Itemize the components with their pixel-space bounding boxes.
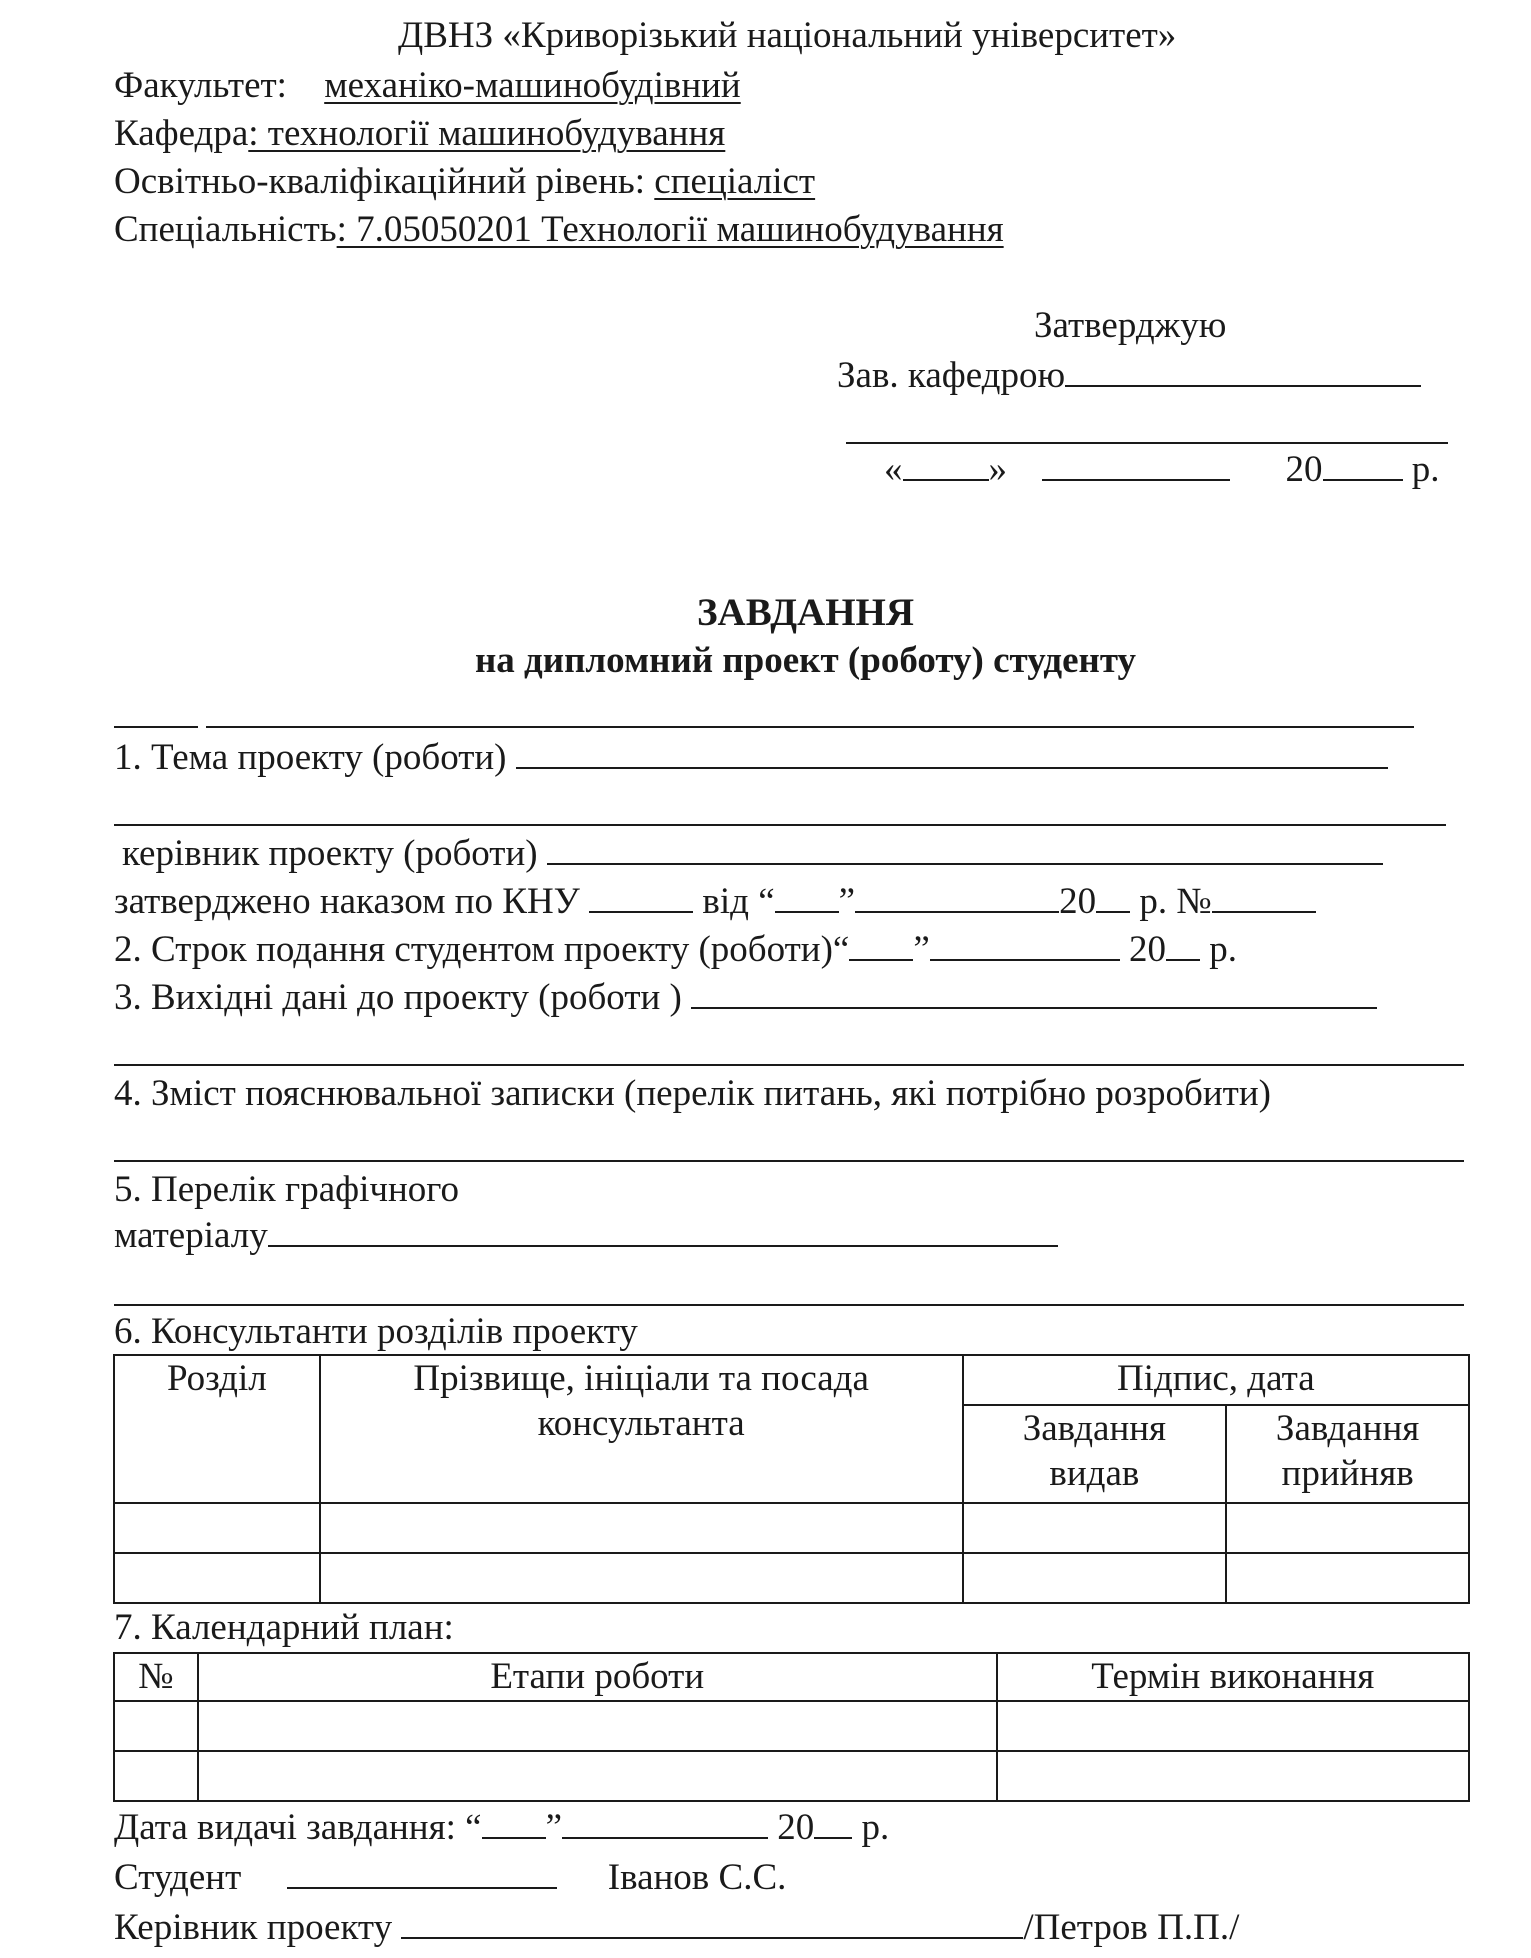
graphics-blank-2 (114, 1304, 1464, 1306)
order-from: від “ (702, 881, 775, 922)
issue-date-label: Дата видачі завдання: “ (114, 1807, 482, 1848)
issue-suffix: р. (861, 1807, 890, 1848)
day-blank (903, 449, 989, 481)
table-row (114, 1701, 1469, 1751)
page-subtitle: на дипломний проект (роботу) студенту (474, 640, 1137, 681)
supervisor-line (122, 832, 1383, 876)
student-signature-blank (287, 1857, 557, 1889)
order-month-blank (855, 881, 1059, 913)
year-prefix: 20 (1285, 449, 1323, 490)
order-num: р. № (1139, 881, 1212, 922)
contents-blank (114, 1160, 1464, 1162)
head-label: Зав. кафедрою (837, 355, 1066, 396)
order-quote-close: ” (838, 881, 856, 922)
consultants-col-accepted (1226, 1405, 1469, 1503)
year-suffix: р. (1411, 449, 1440, 490)
head-name-blank (846, 442, 1448, 444)
faculty-line (114, 64, 741, 108)
consultants-col-name (320, 1355, 963, 1503)
consultants-col-name-2: консультанта (537, 1403, 745, 1444)
level-line (114, 160, 815, 204)
university-name: ДВНЗ «Криворізький національний університет» (398, 15, 1177, 56)
year-blank (1323, 449, 1403, 481)
deadline-year-blank (1166, 929, 1200, 961)
level-label: Освітньо-кваліфікаційний рівень: (114, 161, 646, 202)
calendar-table (113, 1652, 1470, 1802)
head-signature-blank (1065, 355, 1421, 387)
calendar-label: 7. Календарний план: (114, 1607, 454, 1648)
level-value: спеціаліст (654, 161, 816, 202)
topic-line (114, 736, 1388, 780)
month-blank (1042, 449, 1230, 481)
supervisor-name: /Петров П.П./ (1023, 1907, 1240, 1948)
quote-open: « (884, 449, 903, 490)
department-line (114, 112, 725, 156)
faculty-label: Факультет: (114, 65, 287, 106)
issue-month-blank (562, 1807, 768, 1839)
student-name: Іванов С.С. (607, 1857, 787, 1898)
graphics-label-1: 5. Перелік графічного (114, 1169, 460, 1210)
issue-day-blank (482, 1807, 546, 1839)
graphics-blank (268, 1215, 1058, 1247)
deadline-month-blank (930, 929, 1120, 961)
deadline-quote-close: ” (913, 929, 930, 970)
faculty-value: механіко-машинобудівний (324, 65, 741, 106)
table-row (114, 1553, 1469, 1603)
head-line (837, 354, 1421, 398)
order-day-blank (775, 881, 839, 913)
order-blank (589, 881, 693, 913)
page-title: ЗАВДАННЯ (696, 591, 915, 634)
supervisor-sign-line (114, 1906, 1239, 1950)
quote-close: » (988, 449, 1007, 490)
specialty-label: Спеціальність (114, 209, 337, 250)
approve-text: Затверджую (1034, 305, 1227, 346)
consultants-col-issued (963, 1405, 1227, 1503)
issue-date-line (114, 1806, 889, 1850)
approval-date-line (884, 448, 1440, 492)
deadline-label: 2. Строк подання студентом проекту (роботи)“ (114, 929, 850, 970)
issue-year: 20 (777, 1807, 815, 1848)
supervisor-sign-label: Керівник проекту (114, 1907, 393, 1948)
consultants-col-issued-2: видав (1049, 1453, 1140, 1494)
contents-label: 4. Зміст пояснювальної записки (перелік питань, які потрібно розробити) (114, 1073, 1271, 1114)
graphics-line (114, 1214, 1058, 1258)
table-row (114, 1503, 1469, 1553)
input-data-blank-2 (114, 1064, 1464, 1066)
table-row (114, 1751, 1469, 1801)
supervisor-signature-blank (401, 1907, 1023, 1939)
supervisor-label: керівник проекту (роботи) (122, 833, 538, 874)
input-data-label: 3. Вихідні дані до проекту (роботи ) (114, 977, 682, 1018)
order-year: 20 (1059, 881, 1097, 922)
deadline-year: 20 (1129, 929, 1167, 970)
input-data-blank (691, 977, 1377, 1009)
student-group-blank (114, 726, 198, 728)
consultants-col-section: Розділ (114, 1355, 320, 1503)
consultants-col-accepted-2: прийняв (1281, 1453, 1414, 1494)
consultants-col-sign: Підпис, дата (963, 1355, 1469, 1405)
department-value: : технології машинобудування (248, 113, 726, 154)
order-line (114, 880, 1316, 924)
consultants-table (113, 1354, 1470, 1604)
deadline-day-blank (849, 929, 913, 961)
topic-blank-2 (114, 824, 1446, 826)
student-name-blank (206, 726, 1414, 728)
student-label: Студент (114, 1857, 242, 1898)
order-num-blank (1212, 881, 1316, 913)
deadline-line (114, 928, 1237, 972)
issue-year-blank (814, 1807, 852, 1839)
calendar-col-stages: Етапи роботи (198, 1653, 997, 1701)
consultants-col-issued-1: Завдання (1022, 1408, 1167, 1449)
consultants-col-accepted-1: Завдання (1275, 1408, 1420, 1449)
topic-label: 1. Тема проекту (роботи) (114, 737, 507, 778)
consultants-label: 6. Консультанти розділів проекту (114, 1311, 638, 1352)
deadline-suffix: р. (1209, 929, 1238, 970)
order-label: затверджено наказом по КНУ (114, 881, 580, 922)
graphics-label-2: матеріалу (114, 1215, 268, 1256)
input-data-line (114, 976, 1377, 1020)
supervisor-blank (547, 833, 1383, 865)
calendar-col-term: Термін виконання (997, 1653, 1469, 1701)
order-year-blank (1096, 881, 1130, 913)
calendar-col-num: № (114, 1653, 198, 1701)
specialty-line (114, 208, 1004, 252)
consultants-col-name-1: Прізвище, ініціали та посада (413, 1358, 869, 1399)
student-line (114, 1856, 786, 1900)
issue-quote-close: ” (545, 1807, 563, 1848)
specialty-value: : 7.05050201 Технології машинобудування (336, 209, 1004, 250)
topic-blank (516, 737, 1388, 769)
department-label: Кафедра (114, 113, 249, 154)
